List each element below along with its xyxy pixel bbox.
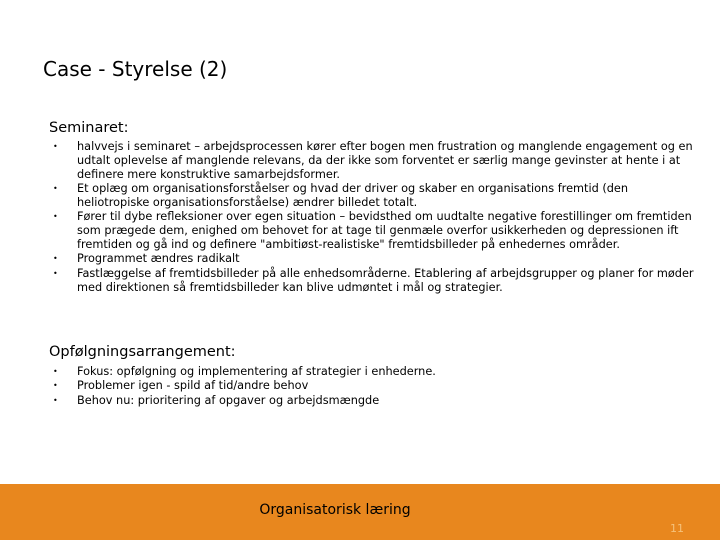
bullet-text: Fokus: opfølgning og implementering af strategier i enhederne.: [77, 365, 436, 378]
footer-title: Organisatorisk læring: [259, 502, 411, 518]
bullet-text: Fastlæggelse af fremtidsbilleder på alle enhedsområderne. Etablering af arbejdsgrupper og planer for møder med direktionen så fremtidsbilleder kan blive udmøntet i mål og strategier.: [77, 266, 694, 294]
footer-bar: [0, 484, 720, 540]
bullet-text: halvvejs i seminaret – arbejdsprocessen kører efter bogen men frustration og manglende engagement og en udtalt oplevelse af manglende relevans, da der ikke som forventet er særlig mange gevinster at hente i at definere mere konstruktive samarbejdsformer.: [77, 140, 693, 181]
seminar-bullet-list: [49, 140, 699, 295]
followup-heading: Opfølgningsarrangement:: [49, 344, 236, 360]
bullet-icon: •: [53, 212, 58, 222]
list-item: [49, 394, 699, 408]
list-item: [49, 365, 699, 379]
list-item: [49, 379, 699, 393]
bullet-icon: •: [53, 254, 58, 264]
list-item: [49, 140, 699, 181]
bullet-text: Fører til dybe refleksioner over egen situation – bevidsthed om uudtalte negative forestillinger om fremtiden som prægede dem, enighed om behovet for at tage til genmæle overfor usikkerheden og depressionen ift fremtiden og gå ind og definere "ambitiøst-realistiske" fremtidsbilleder på enhedernes områder.: [77, 210, 692, 251]
followup-bullet-list: [49, 365, 699, 408]
page-number: 11: [670, 522, 684, 535]
list-item: [49, 252, 699, 266]
list-item: [49, 210, 699, 251]
bullet-icon: •: [53, 268, 58, 278]
bullet-text: Problemer igen - spild af tid/andre behov: [77, 379, 309, 393]
list-item: [49, 267, 699, 295]
list-item: [49, 182, 699, 210]
bullet-icon: •: [53, 142, 58, 151]
bullet-icon: •: [53, 367, 58, 376]
bullet-icon: •: [53, 395, 58, 405]
slide-title: Case - Styrelse (2): [43, 57, 228, 81]
seminar-heading: Seminaret:: [49, 120, 129, 136]
bullet-text: Behov nu: prioritering af opgaver og arbejdsmængde: [77, 393, 380, 407]
bullet-text: Et oplæg om organisationsforståelser og hvad der driver og skaber en organisations fremtid (den heliotropiske organisationsforståelse) ændrer billedet totalt.: [77, 182, 629, 209]
bullet-icon: •: [53, 184, 58, 194]
bullet-icon: •: [53, 381, 58, 391]
bullet-text: Programmet ændres radikalt: [77, 252, 240, 266]
